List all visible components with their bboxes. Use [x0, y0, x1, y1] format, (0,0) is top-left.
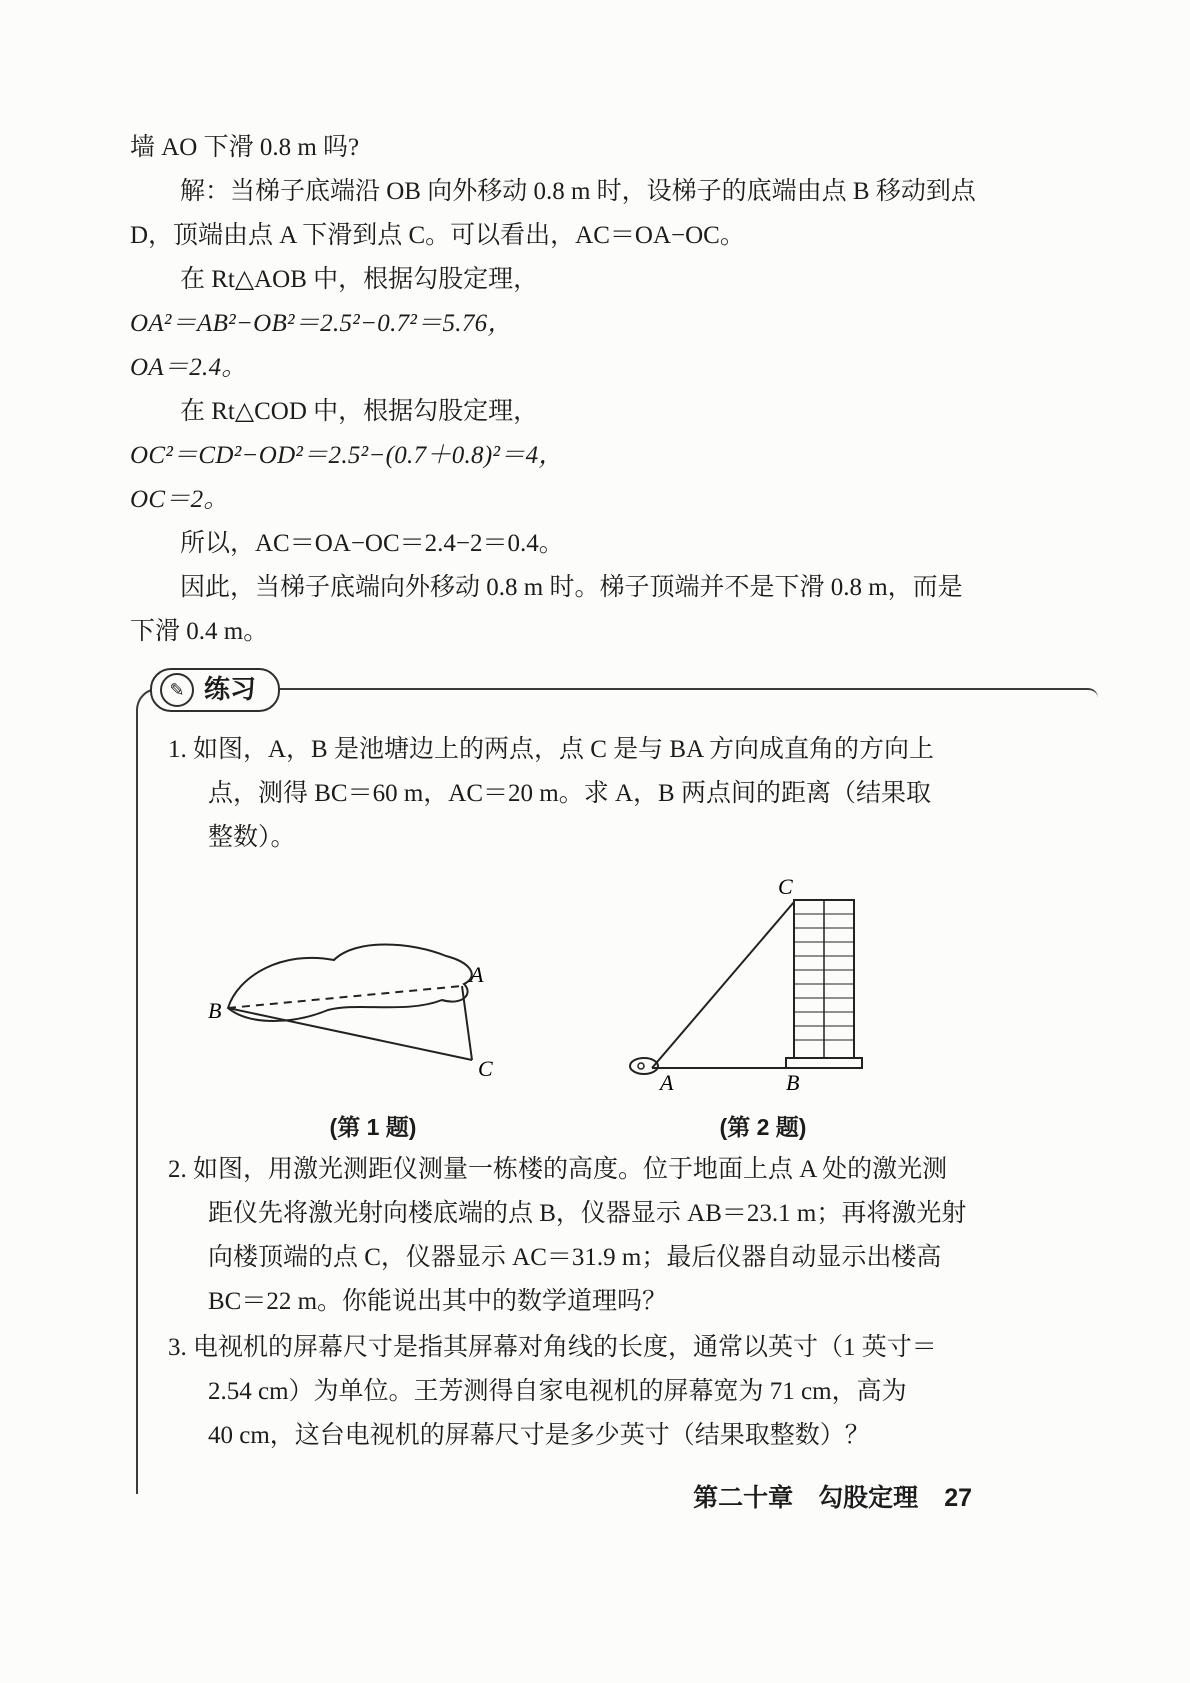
figure-1-pond: [208, 900, 538, 1142]
practice-badge: [150, 668, 280, 712]
point-label-A: A: [470, 962, 484, 987]
solution-line: 因此，当梯子底端向外移动 0.8 m 时。梯子顶端并不是下滑 0.8 m，而是: [180, 574, 963, 601]
exercise-line: 2.54 cm）为单位。王芳测得自家电视机的屏幕宽为 71 cm，高为: [208, 1378, 907, 1405]
point-label-C: C: [478, 1056, 493, 1081]
exercise-line: 距仪先将激光射向楼底端的点 B，仪器显示 AB＝23.1 m；再将激光射: [208, 1200, 967, 1227]
formula-line: OC＝2。: [130, 486, 229, 513]
building-diagram: [608, 878, 918, 1100]
exercise-line: BC＝22 m。你能说出其中的数学道理吗？: [208, 1288, 668, 1315]
exercise-1: [152, 728, 1098, 860]
formula-line: OA²＝AB²−OB²＝2.5²−0.7²＝5.76，: [130, 310, 513, 337]
exercise-line: 40 cm，这台电视机的屏幕尺寸是多少英寸（结果取整数）？: [208, 1422, 870, 1449]
formula-line: OA＝2.4。: [130, 354, 247, 381]
solution-line: D，顶端由点 A 下滑到点 C。可以看出，AC＝OA−OC。: [130, 222, 745, 249]
practice-label: 练习: [204, 675, 257, 704]
exercise-line: 整数）。: [208, 824, 296, 851]
exercise-line: 点，测得 BC＝60 m，AC＝20 m。求 A，B 两点间的距离（结果取: [208, 780, 931, 807]
pencil-icon: ✎: [160, 673, 194, 707]
exercise-line: 向楼顶端的点 C，仪器显示 AC＝31.9 m；最后仪器自动显示出楼高: [208, 1244, 942, 1271]
pond-diagram: [208, 900, 538, 1100]
text-line: 墙 AO 下滑 0.8 m 吗?: [130, 134, 360, 161]
exercise-line: 3. 电视机的屏幕尺寸是指其屏幕对角线的长度，通常以英寸（1 英寸＝: [168, 1334, 937, 1361]
figure-2-caption: (第 2 题): [719, 1114, 807, 1140]
line-AC: [462, 986, 472, 1060]
chapter-title: 第二十章 勾股定理: [693, 1485, 919, 1512]
pond-outline: [228, 945, 472, 1022]
exercise-2: [152, 1148, 1098, 1324]
solution-line: 解：当梯子底端沿 OB 向外移动 0.8 m 时，设梯子的底端由点 B 移动到点: [180, 178, 976, 205]
figure-1-caption: (第 1 题): [329, 1114, 417, 1140]
line-AC: [652, 902, 794, 1068]
laser-lens-icon: [638, 1063, 644, 1069]
page-content: [130, 126, 1098, 1494]
point-label-A: A: [660, 1070, 674, 1095]
point-label-C: C: [778, 878, 793, 899]
exercise-3: [152, 1326, 1098, 1458]
practice-section: [136, 675, 1098, 1494]
solution-line: 所以，AC＝OA−OC＝2.4−2＝0.4。: [180, 530, 564, 557]
point-label-B: B: [208, 998, 222, 1023]
solution-line: 下滑 0.4 m。: [130, 618, 269, 645]
solution-line: 在 Rt△COD 中，根据勾股定理，: [180, 398, 539, 425]
figures-row: [152, 878, 1098, 1142]
figure-2-building: [608, 878, 918, 1142]
exercise-line: 2. 如图，用激光测距仪测量一栋楼的高度。位于地面上点 A 处的激光测: [168, 1156, 948, 1183]
solution-line: 在 Rt△AOB 中，根据勾股定理，: [180, 266, 539, 293]
page-footer: [693, 1478, 972, 1514]
building-base: [786, 1058, 862, 1068]
point-label-B: B: [786, 1070, 800, 1095]
exercise-line: 1. 如图，A，B 是池塘边上的两点，点 C 是与 BA 方向成直角的方向上: [168, 736, 935, 763]
line-BC: [228, 1008, 472, 1060]
page-number: 27: [944, 1484, 972, 1512]
formula-line: OC²＝CD²−OD²＝2.5²−(0.7＋0.8)²＝4，: [130, 442, 564, 469]
